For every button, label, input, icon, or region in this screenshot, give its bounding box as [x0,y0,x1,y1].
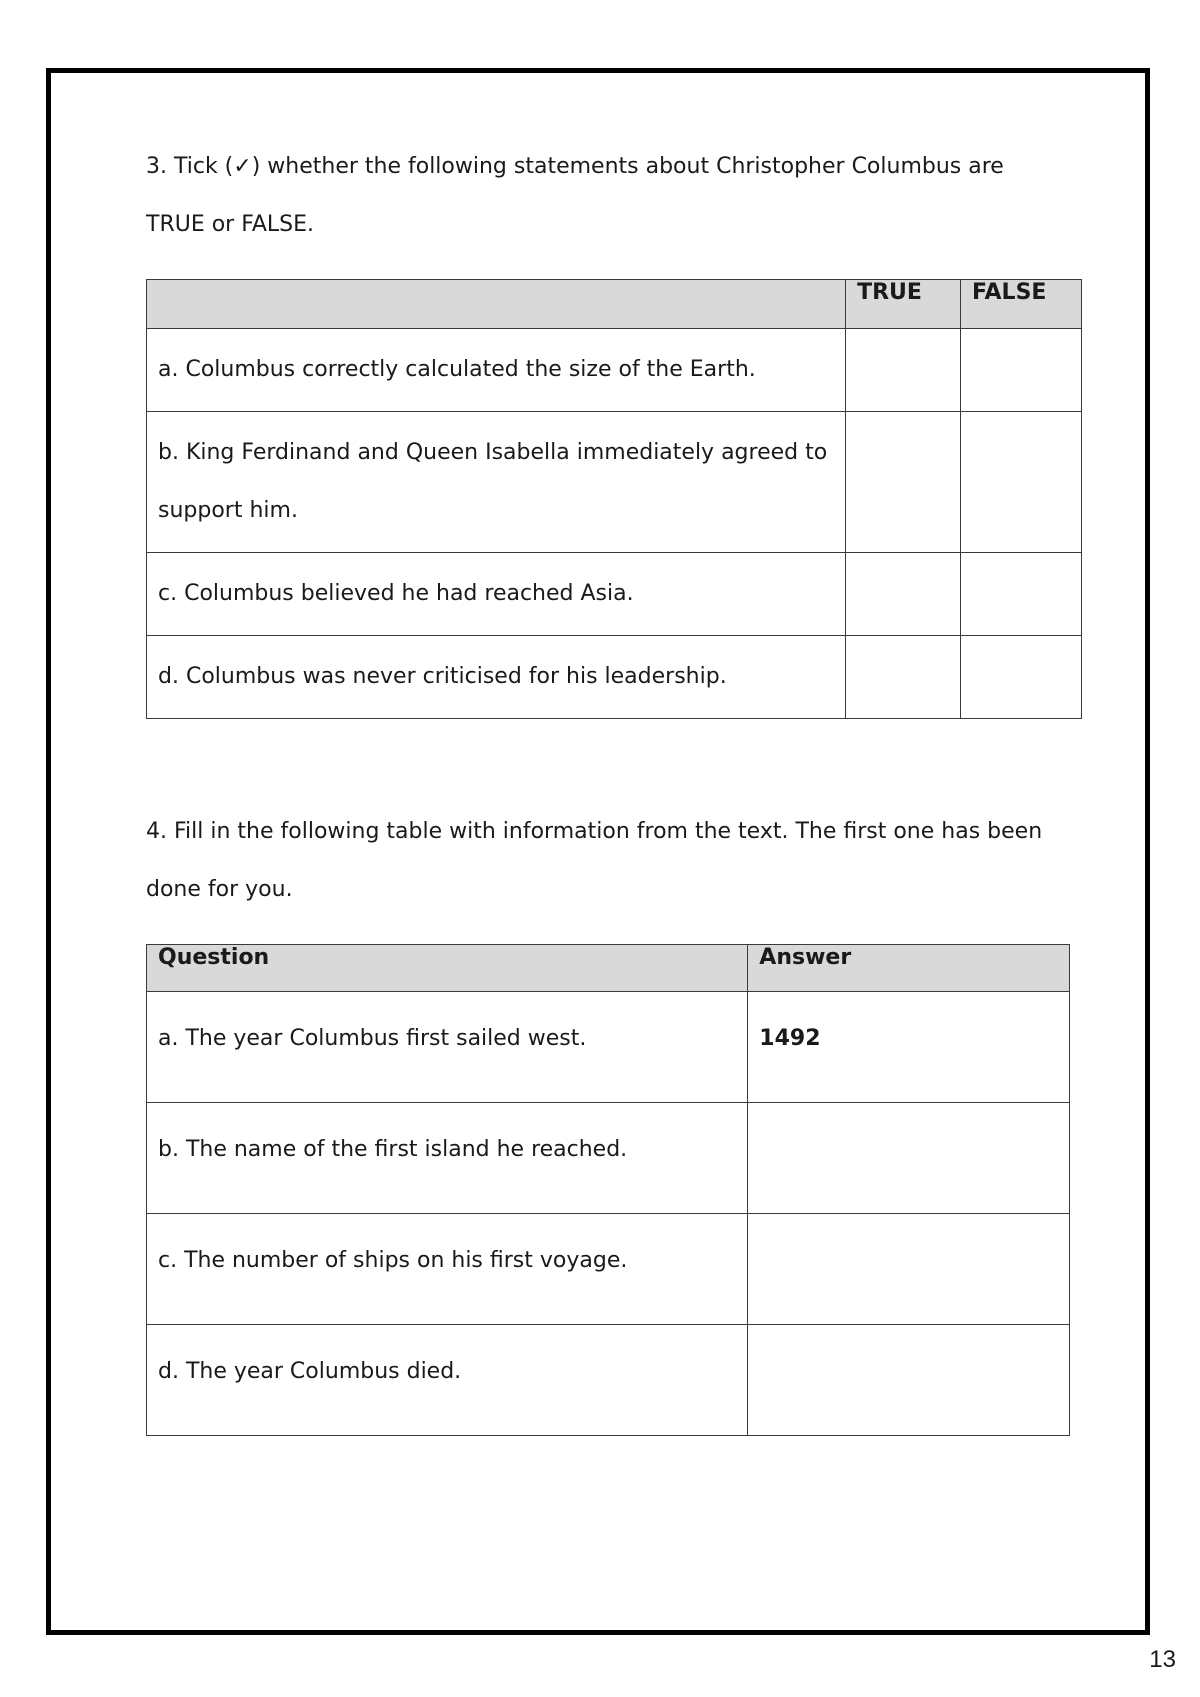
statement-c: c. Columbus believed he had reached Asia. [147,553,846,636]
table-row [147,329,1082,412]
statement-b: b. King Ferdinand and Queen Isabella immediately agreed to support him. [147,412,846,553]
header-question: Question [147,945,748,992]
question-answer-table [146,944,1070,1436]
true-cell-a[interactable] [846,329,961,412]
table-header-row [147,945,1070,992]
answer-b[interactable] [748,1103,1070,1214]
false-cell-d[interactable] [961,636,1082,719]
table-row [147,1214,1070,1325]
false-cell-b[interactable] [961,412,1082,553]
table-row [147,1325,1070,1436]
header-false: FALSE [961,280,1082,329]
false-cell-c[interactable] [961,553,1082,636]
true-cell-c[interactable] [846,553,961,636]
question-c: c. The number of ships on his first voyage. [147,1214,748,1325]
question-4-text: 4. Fill in the following table with information from the text. The first one has been done for you. [146,819,1043,902]
false-cell-a[interactable] [961,329,1082,412]
statement-d: d. Columbus was never criticised for his leadership. [147,636,846,719]
true-cell-b[interactable] [846,412,961,553]
question-d: d. The year Columbus died. [147,1325,748,1436]
header-true: TRUE [846,280,961,329]
answer-a: 1492 [748,992,1070,1103]
table-row [147,992,1070,1103]
question-a: a. The year Columbus first sailed west. [147,992,748,1103]
answer-d[interactable] [748,1325,1070,1436]
page-number: 13 [1149,1646,1176,1673]
table-row [147,412,1082,553]
question-3-text: 3. Tick (✓) whether the following statements about Christopher Columbus are TRUE or FALSE. [146,154,1004,237]
true-cell-d[interactable] [846,636,961,719]
header-answer: Answer [748,945,1070,992]
table-row [147,553,1082,636]
table-row [147,636,1082,719]
answer-c[interactable] [748,1214,1070,1325]
statement-a: a. Columbus correctly calculated the size of the Earth. [147,329,846,412]
table-header-row [147,280,1082,329]
question-b: b. The name of the first island he reached. [147,1103,748,1214]
header-statement [147,280,846,329]
table-row [147,1103,1070,1214]
true-false-table [146,279,1082,719]
